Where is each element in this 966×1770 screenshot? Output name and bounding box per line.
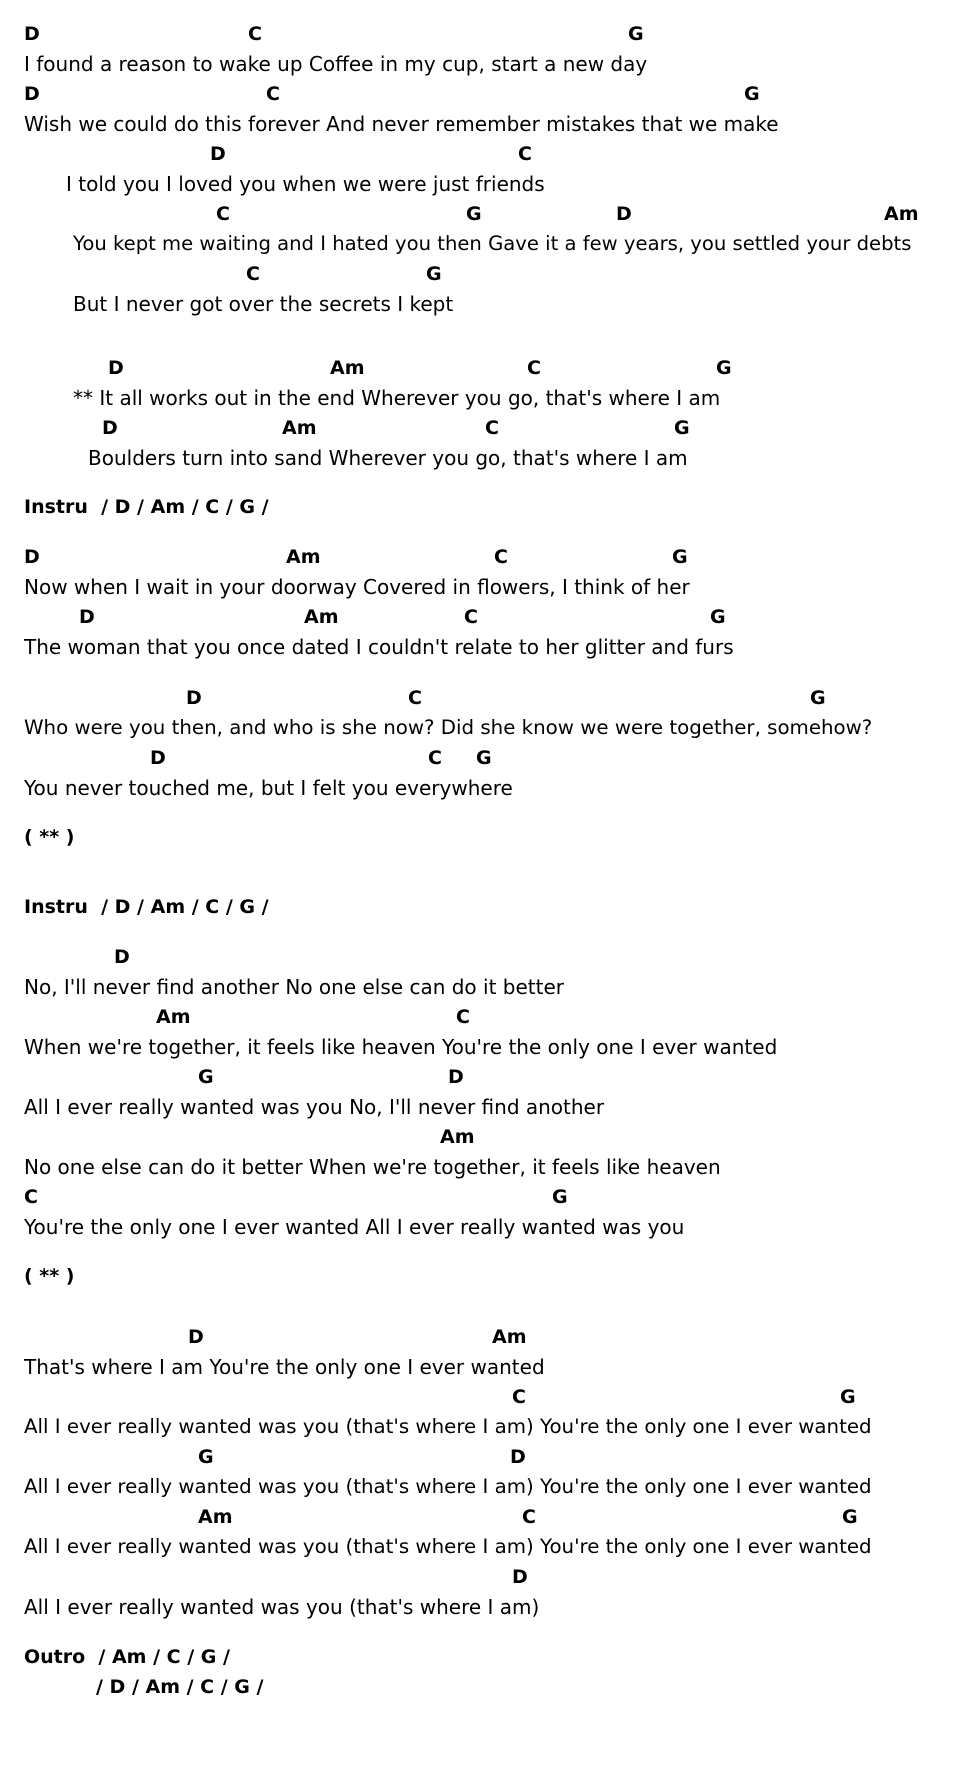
- chord: G: [672, 546, 688, 568]
- chord: Am: [198, 1506, 233, 1528]
- lyric-line: [0, 445, 966, 475]
- chord-line: [0, 262, 966, 292]
- lyric-line: [0, 1474, 966, 1504]
- lyric: I found a reason to wake up Coffee in my cup, start a new day: [24, 52, 648, 76]
- chord-line: [0, 605, 966, 635]
- lyric-line: [0, 574, 966, 604]
- chord: C: [485, 417, 499, 439]
- lyric: You never touched me, but I felt you everywhere: [24, 776, 513, 800]
- chord: G: [628, 23, 644, 45]
- chord-line: [0, 1385, 966, 1415]
- lyric-line: [0, 634, 966, 664]
- chord: Am: [492, 1326, 527, 1348]
- chord-line: [0, 1445, 966, 1475]
- chord-line: [0, 22, 966, 52]
- chord: D: [150, 747, 166, 769]
- lyric: Now when I wait in your doorway Covered in flowers, I think of her: [24, 575, 690, 599]
- chord: C: [266, 83, 280, 105]
- section-line: [0, 495, 966, 525]
- lyric-line: [0, 111, 966, 141]
- chord: D: [448, 1066, 464, 1088]
- chord-line: [0, 142, 966, 172]
- chord: D: [210, 143, 226, 165]
- chord: G: [840, 1386, 856, 1408]
- chord: G: [476, 747, 492, 769]
- chord: C: [512, 1386, 526, 1408]
- chord-line: [0, 82, 966, 112]
- chord: C: [494, 546, 508, 568]
- lyric: No one else can do it better When we're together, it feels like heaven: [24, 1155, 721, 1179]
- chord: Am: [156, 1006, 191, 1028]
- chord: C: [248, 23, 262, 45]
- lyric-line: [0, 51, 966, 81]
- chord: Am: [330, 357, 365, 379]
- instrumental-section: Instru / D / Am / C / G /: [24, 496, 269, 518]
- chord-line: [0, 1565, 966, 1595]
- lyric-line: [0, 1354, 966, 1384]
- lyric: I told you I loved you when we were just friends: [66, 172, 545, 196]
- lyric: You kept me waiting and I hated you then Gave it a few years, you settled your debts: [73, 232, 912, 255]
- chord-line: [0, 1325, 966, 1355]
- chorus-reference: ( ** ): [24, 826, 75, 848]
- lyric: You're the only one I ever wanted All I ever really wanted was you: [24, 1215, 685, 1239]
- lyric: The woman that you once dated I couldn't relate to her glitter and furs: [24, 635, 734, 659]
- section-line: [0, 1645, 966, 1675]
- lyric-line: [0, 1154, 966, 1184]
- chord: D: [616, 203, 632, 225]
- chord-line: [0, 1505, 966, 1535]
- lyric-line: [0, 715, 966, 745]
- chord: Am: [304, 606, 339, 628]
- lyric: All I ever really wanted was you (that's where I am) You're the only one I ever wanted: [24, 1415, 872, 1438]
- chord: C: [24, 1186, 38, 1208]
- lyric-line: [0, 775, 966, 805]
- lyric: All I ever really wanted was you (that's where I am): [24, 1595, 540, 1619]
- chord: D: [108, 357, 124, 379]
- lyric: That's where I am You're the only one I ever wanted: [24, 1355, 545, 1379]
- chorus-reference: ( ** ): [24, 1265, 75, 1287]
- lyric: All I ever really wanted was you (that's where I am) You're the only one I ever wanted: [24, 1535, 872, 1558]
- chord: G: [198, 1066, 214, 1088]
- chord: C: [518, 143, 532, 165]
- chord: D: [24, 546, 40, 568]
- chord: D: [24, 23, 40, 45]
- chord-line: [0, 945, 966, 975]
- chord: C: [527, 357, 541, 379]
- chord: D: [79, 606, 95, 628]
- chord: D: [114, 946, 130, 968]
- chord-line: [0, 1065, 966, 1095]
- chord: Am: [286, 546, 321, 568]
- lyric-line: [0, 385, 966, 415]
- lyric: When we're together, it feels like heaven You're the only one I ever wanted: [24, 1035, 778, 1059]
- chord: D: [512, 1566, 528, 1588]
- chord: C: [428, 747, 442, 769]
- lyric-line: [0, 1094, 966, 1124]
- lyric-line: [0, 231, 966, 261]
- chord-line: [0, 1005, 966, 1035]
- lyric: Wish we could do this forever And never remember mistakes that we make: [24, 112, 779, 136]
- lyric-line: [0, 974, 966, 1004]
- chord-line: [0, 356, 966, 386]
- chord: C: [246, 263, 260, 285]
- outro-section-continued: / D / Am / C / G /: [96, 1676, 264, 1698]
- section-line: [0, 895, 966, 925]
- lyric-line: [0, 1214, 966, 1244]
- chord: C: [464, 606, 478, 628]
- lyric-line: [0, 1034, 966, 1064]
- chord: G: [710, 606, 726, 628]
- lyric: Who were you then, and who is she now? Did she know we were together, somehow?: [24, 716, 873, 739]
- chord-line: [0, 545, 966, 575]
- chord: D: [186, 687, 202, 709]
- lyric: But I never got over the secrets I kept: [73, 292, 454, 316]
- chord: G: [552, 1186, 568, 1208]
- chord: G: [842, 1506, 858, 1528]
- lyric: No, I'll never find another No one else can do it better: [24, 975, 564, 999]
- chord: Am: [282, 417, 317, 439]
- outro-section: Outro / Am / C / G /: [24, 1646, 230, 1668]
- chord: G: [744, 83, 760, 105]
- chord-line: [0, 1185, 966, 1215]
- instrumental-section: Instru / D / Am / C / G /: [24, 896, 269, 918]
- chord: D: [102, 417, 118, 439]
- section-line: [0, 825, 966, 855]
- lyric-line: [0, 291, 966, 321]
- chord: Am: [440, 1126, 475, 1148]
- lyric: All I ever really wanted was you No, I'll never find another: [24, 1095, 605, 1119]
- chord: G: [810, 687, 826, 709]
- chord-line: [0, 416, 966, 446]
- chord: D: [188, 1326, 204, 1348]
- chord: G: [198, 1446, 214, 1468]
- chord: C: [408, 687, 422, 709]
- lyric: ** It all works out in the end Wherever you go, that's where I am: [73, 386, 721, 410]
- chord: C: [456, 1006, 470, 1028]
- chord: C: [522, 1506, 536, 1528]
- chord-line: [0, 686, 966, 716]
- chord-line: [0, 202, 966, 232]
- lyric-line: [0, 171, 966, 201]
- chord: G: [716, 357, 732, 379]
- section-line: [0, 1675, 966, 1705]
- section-line: [0, 1264, 966, 1294]
- chord-line: [0, 746, 966, 776]
- lyric-line: [0, 1534, 966, 1564]
- lyric: Boulders turn into sand Wherever you go, that's where I am: [88, 446, 688, 470]
- chord: G: [466, 203, 482, 225]
- chord: D: [24, 83, 40, 105]
- chord-line: [0, 1125, 966, 1155]
- chord: G: [674, 417, 690, 439]
- chord: G: [426, 263, 442, 285]
- lyric-line: [0, 1594, 966, 1624]
- chord: D: [510, 1446, 526, 1468]
- chord: C: [216, 203, 230, 225]
- chord: Am: [884, 203, 919, 225]
- lyric: All I ever really wanted was you (that's where I am) You're the only one I ever wanted: [24, 1475, 872, 1498]
- lyric-line: [0, 1414, 966, 1444]
